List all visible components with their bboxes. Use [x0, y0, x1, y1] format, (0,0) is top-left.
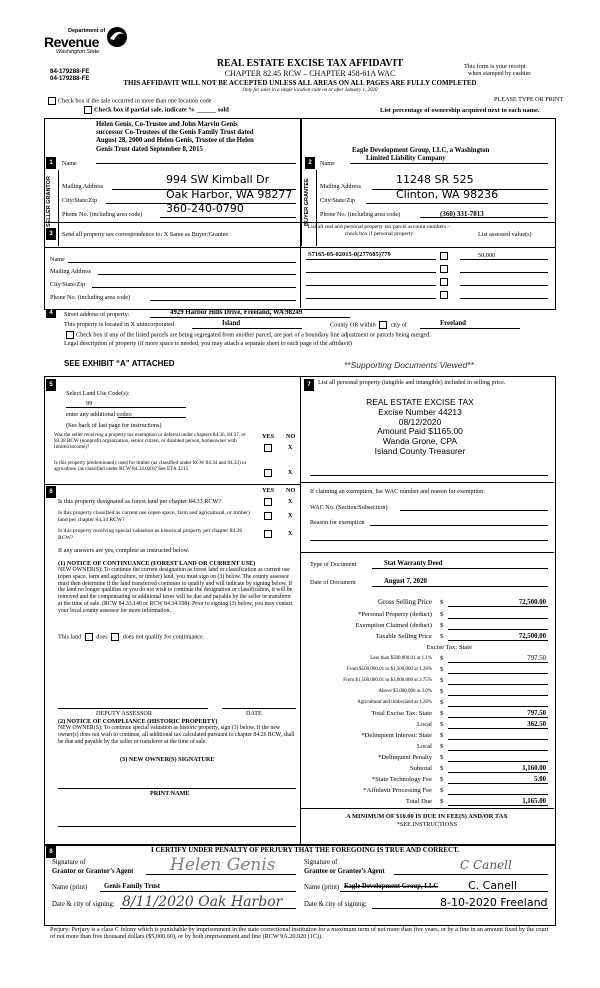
new-owner-signature-label: (3) NEW OWNER(S) SIGNATURE	[120, 756, 215, 763]
dollar-sign: $	[440, 721, 444, 728]
dollar-sign: $	[440, 787, 444, 794]
total-state-value: 797.50	[527, 710, 546, 717]
s5-question-2: Is this property predominantly used for timber (as classified under RCW 84.34 and 84.33) or agriculture (as classified under RCW 84.34.020)? See ETA 3215	[54, 460, 247, 473]
exhibit-text: SEE EXHIBIT “A” ATTACHED	[64, 359, 175, 368]
grantor-sig-label-1: Signature of	[52, 859, 86, 866]
continuance-row	[58, 633, 204, 641]
minimum-fee-note: A MINIMUM OF $10.00 IS DUE IN FEE(S) AND/OR TAX	[346, 813, 508, 820]
s6-yes-header: YES	[262, 487, 275, 494]
does-label: does	[96, 633, 108, 641]
county-or-label: County OR	[330, 321, 359, 329]
form-sub-notice: Only for sales in a single location code on or after January 1, 2020	[242, 88, 378, 93]
city-of-label: city of	[390, 321, 407, 329]
dept-state: Washington State	[56, 49, 100, 55]
receipt-line-2: when stamped by cashier.	[468, 70, 532, 77]
section-8-number: 8	[46, 846, 56, 858]
buyer-mailing: 11248 SR 525	[396, 173, 474, 186]
s5-q1-yes-checkbox[interactable]	[264, 444, 272, 452]
taxable-value: 72,500.00	[518, 633, 546, 640]
s5-yes-header: YES	[262, 433, 275, 440]
section-5-number: 5	[46, 379, 56, 391]
total-state-label: Total Excise Tax: State	[371, 710, 432, 717]
grantee-date-city: 8-10-2020 Freeland	[440, 896, 548, 909]
s3-mailing-label: Mailing Address	[50, 268, 92, 275]
this-land-label: This land	[58, 633, 82, 641]
personal-property-label: List all personal property (tangible and intangible) included in selling price.	[318, 379, 506, 386]
s6-question-2: Is this property classified as current use (open space, farm and agricultural, or timber) land per chapter 84.34 RCW?	[58, 510, 250, 523]
personal-property-checkbox-3[interactable]	[440, 278, 448, 286]
legal-description-label: Legal description of property (if more space is needed, you may attach a separate sheet to each page of the affidavit)	[64, 340, 352, 347]
multi-location-label: Check box if the sale occurred in more than one location code	[58, 97, 212, 105]
section-2-number: 2	[305, 157, 315, 169]
dollar-sign: $	[440, 765, 444, 772]
local-label: Local	[416, 721, 432, 728]
delinq-penalty-label: *Delinquent Penalty	[377, 754, 432, 761]
notice-1-title: (1) NOTICE OF CONTINUANCE (FOREST LAND OR CURRENT USE)	[58, 560, 256, 567]
reason-label: Reason for exemption	[310, 519, 365, 526]
seller-city-label: City/State/Zip	[62, 197, 98, 204]
s5-q1-answer: X	[288, 444, 293, 451]
seller-name-line: Genis Trust dated September 8, 2015	[96, 145, 203, 153]
grantee-date-label: Date & city of signing:	[304, 901, 367, 908]
buyer-side-label: BUYER GRANTEE	[304, 178, 310, 226]
total-due-value: 1,165.00	[522, 798, 546, 805]
date-doc-label: Date of Document	[310, 579, 356, 586]
seller-side-label: SELLER GRANTOR	[46, 176, 52, 228]
dollar-sign: $	[440, 798, 444, 805]
local-value: 362.50	[527, 721, 546, 728]
seller-mailing-label: Mailing Address	[62, 183, 104, 190]
parcel-number-1: S7165-05-02015-0(277685)779	[308, 251, 391, 258]
tax-bracket-label: Agricultural and timberland at 1.28%	[357, 700, 432, 705]
dept-of-text: Department of	[68, 28, 106, 34]
dollar-sign: $	[440, 776, 444, 783]
segregation-checkbox[interactable]	[66, 331, 74, 339]
personal-property-checkbox-4[interactable]	[440, 291, 448, 299]
assessed-value-1: 50,000	[478, 252, 496, 259]
grantee-name-handwritten: C. Canell	[468, 879, 517, 892]
see-instructions-note: *SEE INSTRUCTIONS	[396, 821, 458, 828]
seller-name-line: successor Co-Trustees of the Genis Family Trust dated	[96, 129, 254, 137]
personal-property-checkbox-2[interactable]	[440, 265, 448, 273]
city-name: Freeland	[440, 320, 466, 327]
partial-sale-checkbox[interactable]	[84, 106, 92, 114]
dollar-sign: $	[440, 633, 444, 640]
correspondence-text: Send all property tax correspondence to: X Same as Buyer/Grantee	[62, 231, 229, 238]
additional-codes-label: enter any additional codes:	[66, 411, 133, 418]
type-or-print: PLEASE TYPE OR PRINT	[494, 96, 564, 103]
form-notice: THIS AFFIDAVIT WILL NOT BE ACCEPTED UNLESS ALL AREAS ON ALL PAGES ARE FULLY COMPLETED	[123, 79, 477, 87]
located-text: This property is located in X unincorporated	[64, 321, 174, 328]
county-name: Island	[222, 320, 241, 327]
seller-phone-label: Phone No. (including area code)	[62, 211, 143, 218]
does-not-label: does not qualify for continuance.	[122, 633, 205, 641]
stamp-line: Excise Number 44213	[378, 406, 462, 417]
county-or-text	[330, 321, 407, 329]
seller-name	[96, 121, 254, 154]
s6-q3-yes-checkbox[interactable]	[264, 530, 272, 538]
receipt-line-1: This form is your receipt	[464, 63, 526, 70]
seller-name-line: August 28, 2000 and Helen Genis, Trustee of the Helen	[96, 137, 254, 145]
section-6-number: 6	[46, 486, 56, 498]
s6-q1-yes-checkbox[interactable]	[264, 498, 272, 506]
see-back-note: (See back of last page for instructions)	[66, 422, 162, 429]
dollar-sign: $	[440, 743, 444, 750]
print-name-label: PRINT NAME	[150, 790, 190, 797]
s6-q1-answer: X	[288, 498, 293, 505]
grantor-name-print: Genis Family Trust	[104, 883, 161, 890]
dollar-sign: $	[440, 611, 444, 618]
assessed-header: List assessed value(s)	[478, 231, 532, 238]
grantor-date-label: Date & city of signing:	[52, 901, 115, 908]
grantor-date-city: 8/11/2020 Oak Harbor	[122, 894, 283, 910]
buyer-name-line: Limited Liability Company	[366, 155, 446, 163]
s6-q2-answer: X	[288, 512, 293, 519]
grantor-name-print-label: Name (print)	[52, 884, 88, 891]
s6-q3-answer: X	[288, 530, 293, 537]
dor-swirl-icon	[104, 26, 130, 48]
dor-logo	[44, 26, 134, 62]
dollar-sign: $	[440, 622, 444, 629]
perjury-notice	[50, 926, 554, 941]
delinq-local-label: Local	[416, 743, 432, 750]
date-doc: August 7, 2020	[384, 578, 427, 585]
dollar-sign: $	[440, 655, 444, 662]
personal-property-checkbox-1[interactable]	[440, 252, 448, 260]
section-1-number: 1	[46, 157, 56, 169]
dollar-sign: $	[440, 710, 444, 717]
tax-bracket-label: Above $3,000,000 at 3.0%	[378, 689, 432, 694]
certify-statement: I CERTIFY UNDER PENALTY OF PERJURY THAT THE FOREGOING IS TRUE AND CORRECT.	[150, 846, 459, 854]
notice-2-body: NEW OWNER(S): To continue special valuation as historic property, sign (3) below. If the new owner(s) does not wish to continue, all additional tax calculated pursuant to chapter 84.26 RCW, shall be due and payable by the seller or transferor at the time of sale.	[58, 725, 295, 745]
partial-sale-row: Check box if partial sale, indicate % ______ sold	[82, 106, 229, 114]
stamp-line: Wanda Grone, CPA	[382, 436, 458, 447]
dollar-sign: $	[440, 677, 444, 684]
s5-no-header: NO	[286, 433, 296, 440]
dept-name: Revenue	[44, 34, 99, 50]
buyer-name-label: Name	[320, 160, 335, 167]
stamp-line: Amount Paid $1165.00	[377, 426, 463, 437]
buyer-phone: (360) 331-7813	[440, 210, 484, 218]
dollar-sign: $	[440, 754, 444, 761]
seller-name-line: Helen Genis, Co-Trustee and John Marvin Genis	[96, 121, 238, 128]
seller-phone: 360-240-0790	[166, 202, 244, 215]
grantee-signature: C Canell	[460, 858, 512, 872]
deputy-assessor-label: DEPUTY ASSESSOR	[96, 710, 152, 717]
grantor-signature: Helen Genis	[170, 855, 276, 875]
stamp-line: REAL ESTATE EXCISE TAX	[366, 397, 474, 407]
stamp-line: 08/12/2020	[398, 416, 442, 427]
dollar-sign: $	[440, 688, 444, 695]
buyer-name	[352, 147, 489, 163]
dollar-sign: $	[440, 699, 444, 706]
grantee-sig-label-2: Grantee or Grantee’s Agent	[304, 868, 385, 875]
does-not-checkbox[interactable]	[111, 633, 119, 641]
assessor-date-label: DATE	[246, 710, 262, 717]
tech-fee-value: 5.00	[534, 776, 546, 783]
buyer-phone-label: Phone No. (including area code)	[320, 211, 401, 218]
tax-bracket-value: 797.50	[527, 655, 546, 662]
tech-fee-label: *State Technology Fee	[371, 776, 432, 783]
land-use-label: Select Land Use Code(s):	[66, 390, 130, 397]
gross-value: 72,500.00	[518, 599, 546, 606]
tax-bracket-label: From $1,500,000.01 to $3,000,000 at 2.75%	[343, 678, 432, 683]
segregation-row	[64, 331, 431, 339]
buyer-name-line: Eagle Development Group, LLC, a Washington	[352, 147, 490, 154]
grantee-sig-label-1: Signature of	[304, 859, 338, 866]
affidavit-fee-label: *Affidavit Processing Fee	[363, 787, 432, 794]
s3-phone-label: Phone No. (including area code)	[50, 294, 131, 301]
buyer-city: Clinton, WA 98236	[396, 188, 499, 201]
ownership-pct-note: List percentage of ownership acquired next to each name.	[380, 107, 540, 114]
if-yes-note: If any answers are yes, complete as instructed below.	[58, 547, 190, 554]
taxable-label: Taxable Selling Price	[375, 633, 432, 640]
dollar-sign: $	[440, 599, 444, 606]
dollar-sign: $	[440, 666, 444, 673]
form-title: REAL ESTATE EXCISE TAX AFFIDAVIT	[216, 58, 404, 69]
treasurer-stamp	[330, 398, 510, 457]
s5-question-1: Was the seller receiving a property tax exemption or deferral under chapters 84.36, 84.37, or 84.38 RCW (nonprofit organization, senior citizen, or disabled person, homeowner with limited income)?	[54, 432, 246, 451]
sold-label: sold	[217, 106, 229, 114]
s3-city-label: City/State/Zip	[50, 281, 86, 288]
type-doc-label: Type of Document	[310, 561, 357, 568]
within-label: within	[359, 321, 376, 329]
type-doc: Stat Warranty Deed	[384, 560, 443, 567]
parcel-header: List all real and personal property tax parcel account numbers – check box if personal property	[307, 224, 451, 237]
s5-q2-answer: X	[288, 469, 293, 476]
notice-2-title: (2) NOTICE OF COMPLIANCE (HISTORIC PROPERTY)	[58, 718, 218, 725]
does-checkbox[interactable]	[85, 633, 93, 641]
seller-mailing: 994 SW Kimball Dr	[166, 173, 270, 186]
delinq-state-label: *Delinquent Interest: State	[361, 732, 432, 739]
tax-bracket-label: Less than $500,000.01 at 1.1%	[370, 656, 432, 661]
personal-label: *Personal Property (deduct)	[358, 611, 432, 618]
street-address: 4929 Harbor Hills Drive, Freeland, WA 98249	[170, 309, 303, 316]
segregation-text: Check box if any of the listed parcels are being segregated from another parcel, are part of a boundary line adjustment or parcels being merged.	[76, 331, 431, 339]
s6-question-3: Is this property receiving special valuation as historical property per chapter 84.26 RCW?	[58, 528, 243, 541]
notice-1-body: NEW OWNER(S): To continue the current designation as forest land or classification as current use (open space, farm and agriculture, or timber) land, you must sign on (3) below. The county assessor must then determine if the land transferred continues to qualify and will indicate by signing below. If the land no longer qualifies or you do not wish to continue the designation or classification, it will be removed and the compensating or additional taxes will be due and payable by the seller or transferor at the time of sale. (RCW 84.33.140 or RCW 84.34.108). Prior to signing (3) below, you may contact your local county assessor for more information.	[58, 567, 293, 614]
subtotal-value: 1,160.00	[522, 765, 546, 772]
stamp-line: Island County Treasurer	[374, 445, 466, 456]
within-city-checkbox[interactable]	[379, 321, 387, 329]
form-subtitle: CHAPTER 82.45 RCW – CHAPTER 458-61A WAC	[224, 69, 396, 78]
subtotal-label: Subtotal	[410, 765, 432, 772]
land-use-code: 99	[86, 400, 93, 407]
exemption-claim-label: If claiming an exemption, list WAC number and reason for exemption:	[310, 488, 485, 495]
form-code-2: 04-179288-FE	[50, 75, 90, 82]
multi-location-row	[46, 97, 211, 105]
perjury-text: Perjury: Perjury is a class C felony which is punishable by imprisonment in the state correctional institution for a maximum term of not more than five years, or by a fine in an amount fixed by the court of not more than five thousand dollars ($5,000.00), or by both imprisonment and fine (RCW 9A.20.020 (1C)).	[50, 926, 549, 941]
seller-name-label: Name	[62, 160, 77, 167]
s6-question-1: Is this property designated as forest land per chapter 84.33 RCW?	[58, 498, 222, 505]
gross-label: Gross Selling Price	[377, 598, 432, 606]
s6-q2-yes-checkbox[interactable]	[264, 512, 272, 520]
street-label: Street address of property:	[64, 311, 130, 318]
s6-no-header: NO	[286, 487, 296, 494]
buyer-city-label: City/State/Zip	[320, 197, 356, 204]
grantor-sig-label-2: Grantor or Grantor’s Agent	[52, 868, 134, 875]
buyer-mailing-label: Mailing Address	[320, 183, 362, 190]
grantee-name-print-label: Name (print)	[304, 884, 340, 891]
supporting-docs-note: **Supporting Documents Viewed**	[344, 360, 474, 370]
grantee-name-print: Eagle Development Group, LLC	[344, 883, 439, 890]
form-code-1: 84-179288-FE	[50, 68, 90, 75]
excise-state: Excise Tax: State	[426, 644, 472, 651]
wac-label: WAC No. (Section/Subsection)	[310, 504, 388, 511]
partial-sale-label: Check box if partial sale, indicate %	[94, 106, 195, 114]
tax-bracket-label: From $500,000.01 to $1,500,000 at 1.28%	[347, 667, 432, 672]
section-7-number: 7	[304, 379, 314, 391]
seller-city: Oak Harbor, WA 98277	[166, 188, 293, 201]
section-3-number: 3	[46, 228, 56, 240]
exemption-label: Exemption Claimed (deduct)	[355, 622, 432, 629]
multi-location-checkbox[interactable]	[48, 97, 56, 105]
total-due-label: Total Due	[405, 798, 432, 805]
s3-name-label: Name	[50, 256, 65, 263]
s5-q2-yes-checkbox[interactable]	[264, 469, 272, 477]
dollar-sign: $	[440, 732, 444, 739]
section-4-number: 4	[46, 309, 56, 318]
